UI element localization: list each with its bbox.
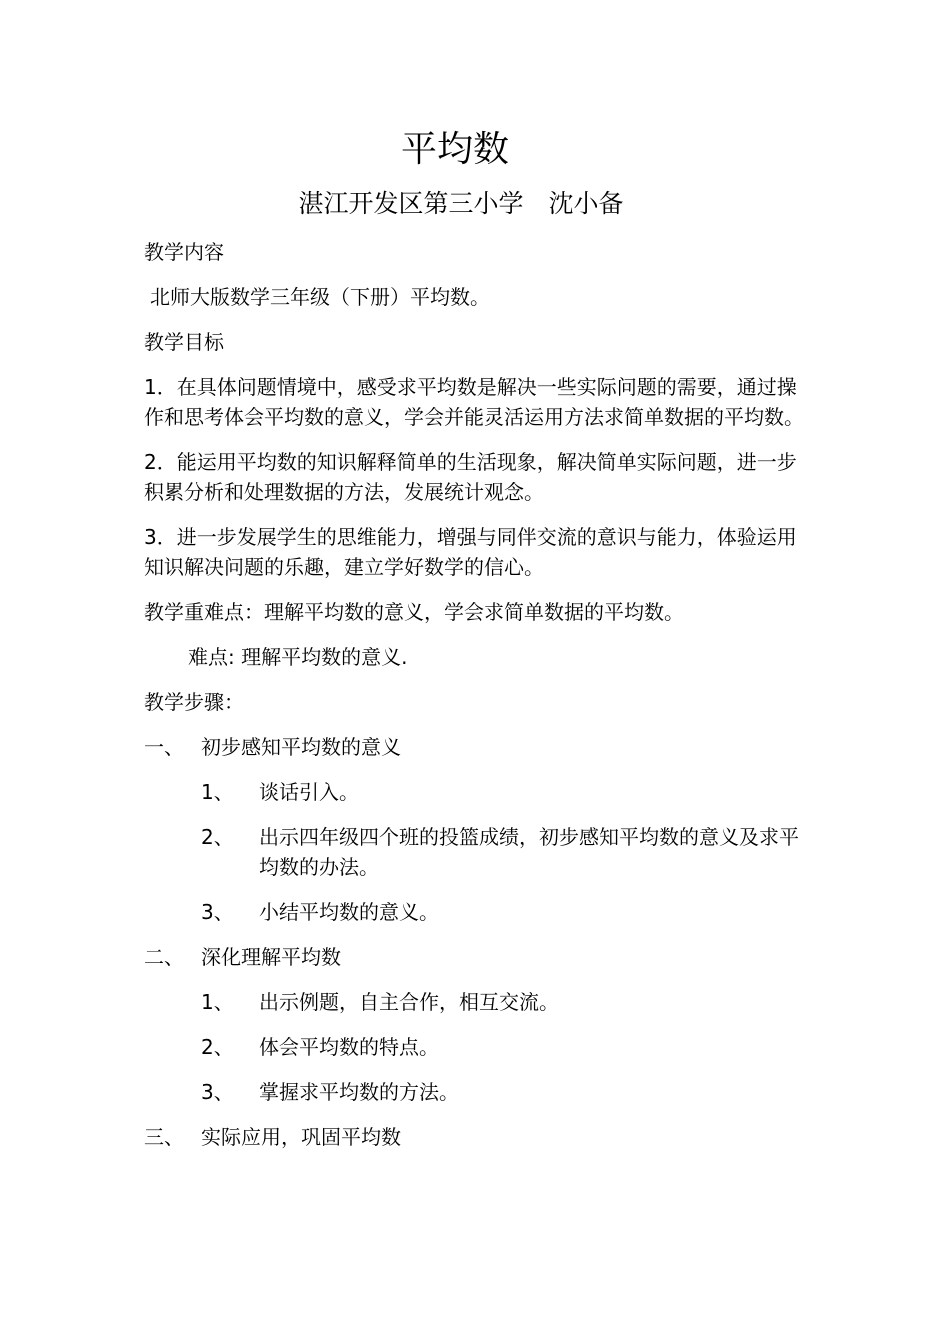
goal-item: 2．能运用平均数的知识解释简单的生活现象，解决简单实际问题，进一步积累分析和处理数据的方法，发展统计观念。: [144, 450, 797, 504]
content-text: 北师大版数学三年级（下册）平均数。: [150, 285, 490, 309]
sub-step: [144, 822, 816, 882]
author-line: 湛江开发区第三小学 沈小备: [298, 189, 624, 218]
sub-step-marker: 3、: [201, 1080, 234, 1104]
step: [144, 732, 816, 762]
goal-item: 1．在具体问题情境中，感受求平均数是解决一些实际问题的需要，通过操作和思考体会平均数的意义，学会并能灵活运用方法求简单数据的平均数。: [144, 375, 804, 429]
sub-step-text: 小结平均数的意义。: [259, 900, 439, 924]
step-text: 深化理解平均数: [201, 945, 341, 969]
sub-step: [144, 777, 816, 807]
goal-item: 3．进一步发展学生的思维能力，增强与同伴交流的意识与能力，体验运用知识解决问题的乐趣，建立学好数学的信心。: [144, 525, 797, 579]
key-points: 教学重难点：理解平均数的意义，学会求简单数据的平均数。: [144, 600, 684, 624]
sub-step-text: 出示四年级四个班的投篮成绩，初步感知平均数的意义及求平均数的办法。: [259, 825, 799, 879]
goals-heading: 教学目标: [144, 330, 224, 354]
step-marker: 三、: [144, 1125, 184, 1149]
sub-step-marker: 1、: [201, 780, 234, 804]
step-marker: 一、: [144, 735, 184, 759]
step-marker: 二、: [144, 945, 184, 969]
step: [144, 942, 816, 972]
step-text: 实际应用，巩固平均数: [201, 1125, 401, 1149]
sub-step: [144, 1032, 816, 1062]
sub-step: [144, 897, 816, 927]
sub-step: [144, 1077, 816, 1107]
sub-step-text: 出示例题，自主合作，相互交流。: [259, 990, 559, 1014]
step-text: 初步感知平均数的意义: [201, 735, 401, 759]
sub-step-marker: 2、: [201, 825, 234, 849]
sub-step-text: 体会平均数的特点。: [259, 1035, 439, 1059]
steps-list: [144, 732, 816, 1152]
document-body: [144, 237, 816, 1167]
sub-step-marker: 3、: [201, 900, 234, 924]
sub-step-text: 谈话引入。: [259, 780, 359, 804]
sub-step-marker: 1、: [201, 990, 234, 1014]
document-title: 平均数: [400, 129, 509, 170]
sub-step-text: 掌握求平均数的方法。: [259, 1080, 459, 1104]
steps-heading: 教学步骤：: [144, 690, 244, 714]
content-heading: 教学内容: [144, 240, 224, 264]
difficulty: 难点: 理解平均数的意义.: [188, 645, 408, 669]
sub-step-marker: 2、: [201, 1035, 234, 1059]
sub-step: [144, 987, 816, 1017]
step: [144, 1122, 816, 1152]
